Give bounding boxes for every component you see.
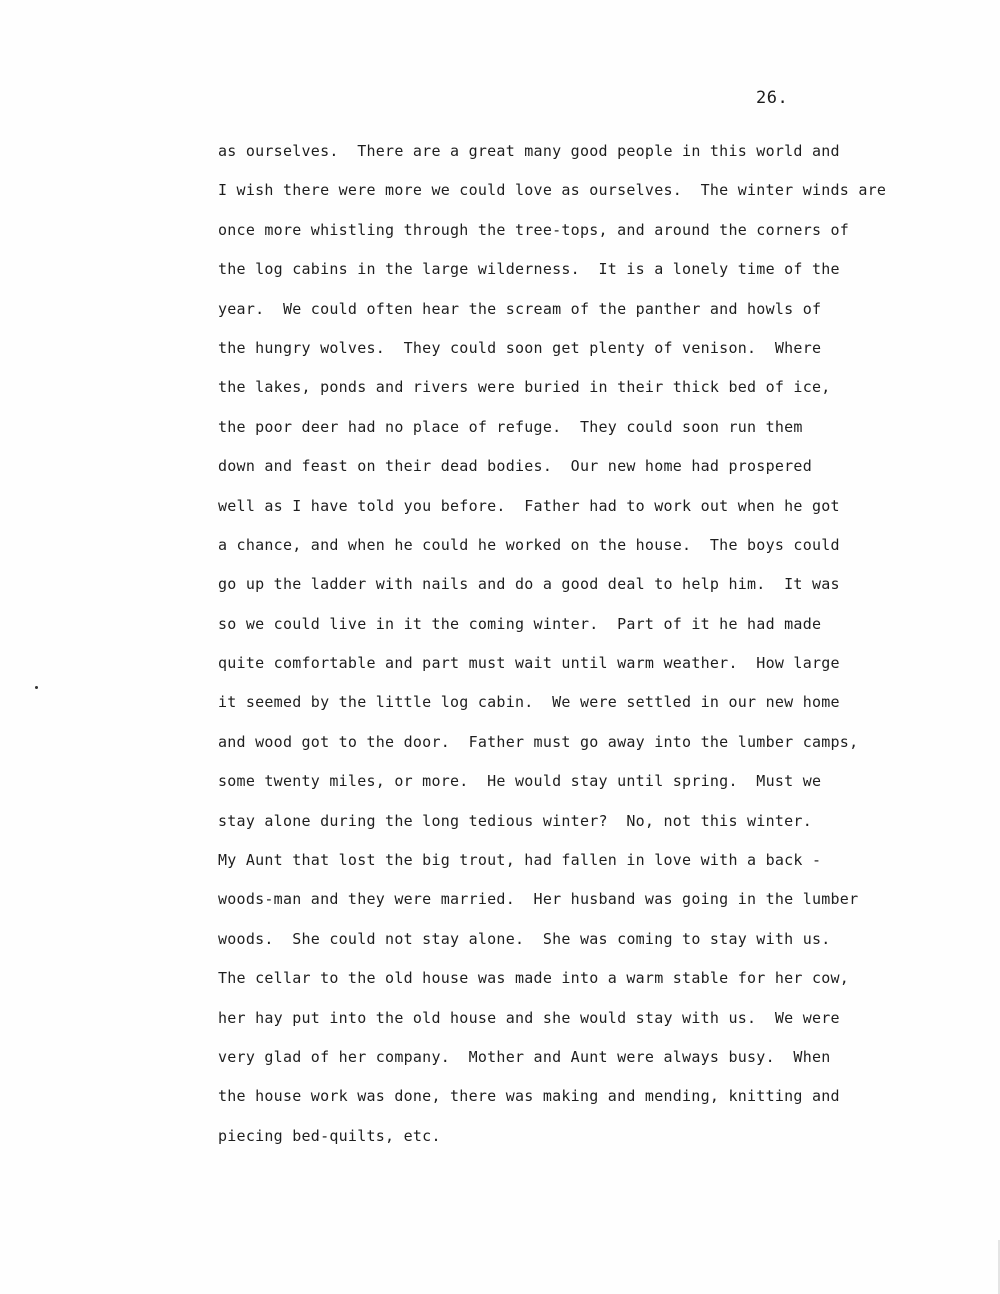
text-line: I wish there were more we could love as ourselves. The winter winds are [218,181,887,200]
text-line: My Aunt that lost the big trout, had fallen in love with a back - [218,851,822,870]
text-line: woods-man and they were married. Her husband was going in the lumber [218,890,859,909]
text-line: a chance, and when he could he worked on the house. The boys could [218,535,840,554]
text-line: as ourselves. There are a great many good people in this world and [218,142,840,160]
page-number: 26. [756,88,789,108]
text-line: The cellar to the old house was made into a warm stable for her cow, [218,969,850,988]
text-line: the hungry wolves. They could soon get plenty of venison. Where [218,338,822,357]
text-line: so we could live in it the coming winter. Part of it he had made [218,614,822,633]
text-line: down and feast on their dead bodies. Our new home had prospered [218,457,812,476]
text-line: the poor deer had no place of refuge. They could soon run them [218,417,803,436]
text-line: quite comfortable and part must wait until warm weather. How large [218,654,840,673]
text-line: woods. She could not stay alone. She was coming to stay with us. [218,929,831,948]
text-line: her hay put into the old house and she would stay with us. We were [218,1008,840,1027]
text-line: some twenty miles, or more. He would stay until spring. Must we [218,772,822,791]
body-text [218,132,886,1156]
margin-speck [35,686,38,689]
text-line: once more whistling through the tree-tops, and around the corners of [218,220,850,239]
text-line: and wood got to the door. Father must go away into the lumber camps, [218,732,859,751]
text-line: go up the ladder with nails and do a good deal to help him. It was [218,575,840,594]
text-line: it seemed by the little log cabin. We were settled in our new home [218,693,840,712]
text-line: piecing bed-quilts, etc. [218,1126,441,1145]
text-line: stay alone during the long tedious winter? No, not this winter. [218,811,812,830]
text-line: the lakes, ponds and rivers were buried in their thick bed of ice, [218,378,831,397]
text-line: very glad of her company. Mother and Aunt were always busy. When [218,1047,831,1066]
text-line: the house work was done, there was making and mending, knitting and [218,1087,840,1106]
text-line: year. We could often hear the scream of the panther and howls of [218,299,822,318]
text-line: the log cabins in the large wilderness. It is a lonely time of the [218,260,840,279]
text-line: well as I have told you before. Father had to work out when he got [218,496,840,515]
